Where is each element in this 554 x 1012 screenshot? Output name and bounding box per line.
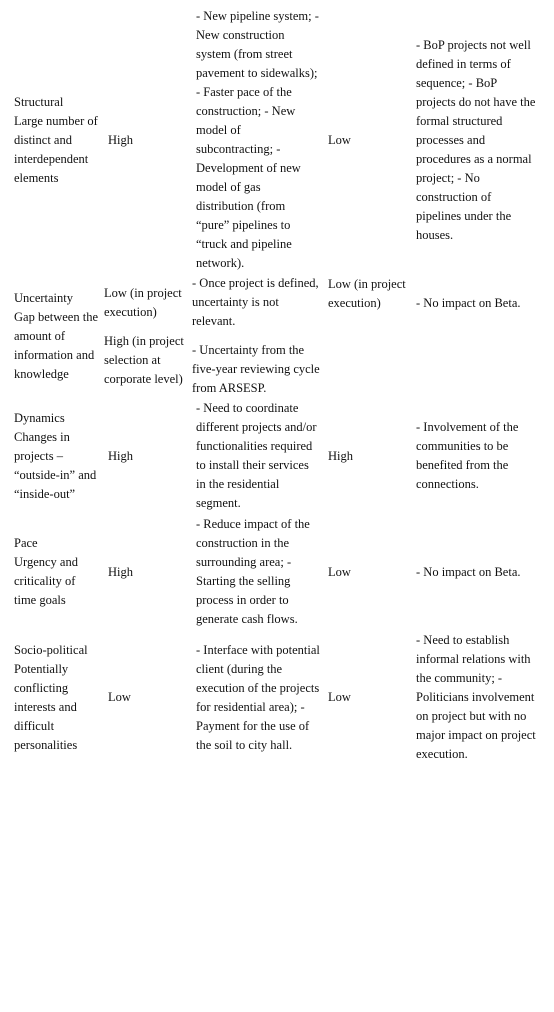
dimension-description: Urgency and criticality of time goals [14,555,78,607]
table-row-socio-political [10,630,540,765]
dimension-name: Dynamics [14,410,65,425]
impact-cell: - Need to establish informal relations with the community; - Politicians involvement on project but with no major impact on project execution. [416,633,536,761]
beta-cell: Low (in project execution) [328,277,406,310]
dimension-description: Large number of distinct and interdependent elements [14,113,98,185]
dimension-cell [10,274,104,398]
beta-cell: Low [328,564,351,579]
dimension-name: Structural [14,94,64,109]
table-row-structural [10,6,540,274]
impact-cell: - Involvement of the communities to be benefited from the connections. [416,420,519,491]
level-cell: Low [108,690,131,704]
dimension-cell [10,514,104,630]
level-cell: High [108,132,133,147]
aspects-selection: - Uncertainty from the five-year reviewing cycle from ARSESP. [192,343,320,395]
dimension-name: Socio-political [14,642,88,657]
dimension-description: Gap between the amount of information and knowledge [14,309,98,381]
aspects-cell: - Need to coordinate different projects and/or functionalities required to install their services in the residential segment. [196,401,317,510]
aspects-execution: - Once project is defined, uncertainty is not relevant. [192,276,319,328]
level-execution: Low (in project execution) [104,285,182,319]
dimension-name: Pace [14,536,38,550]
dimension-cell [10,630,104,765]
beta-cell: Low [328,132,351,147]
level-cell: High [108,564,133,579]
dimension-cell [10,398,104,514]
aspects-cell: - Interface with potential client (during the execution of the projects for residential area); - Payment for the use of the soil to city hall. [196,642,320,752]
level-selection: High (in project selection at corporate level) [104,333,184,386]
table-row-dynamics [10,398,540,514]
impact-cell: - BoP projects not well defined in terms of sequence; - BoP projects do not have the formal structured processes and procedures as a normal project; - No construction of pipelines under the houses. [416,37,536,242]
impact-cell: - No impact on Beta. [416,296,521,310]
dimension-description: Changes in projects – “outside-in” and “inside-out” [14,429,97,501]
beta-cell: High [328,448,353,463]
aspects-cell: - Reduce impact of the construction in the surrounding area; - Starting the selling process in order to generate cash flows. [196,517,310,626]
table-row-pace [10,514,540,630]
level-cell: High [108,448,133,463]
complexity-table [10,6,540,765]
aspects-cell [192,274,324,398]
level-cell [104,274,192,398]
dimension-name: Uncertainty [14,290,74,305]
aspects-cell: - New pipeline system; - New construction system (from street pavement to sidewalks); - Faster pace of the construction; - New model of subcontracting; - Development of new model of gas distribution (from “pure” pipelines to “truck and pipeline network). [196,9,319,270]
dimension-description: Potentially conflicting interests and difficult personalities [14,661,78,752]
dimension-cell [10,6,104,274]
table-row-uncertainty [10,274,540,398]
beta-cell: Low [328,690,351,704]
impact-cell: - No impact on Beta. [416,564,521,579]
